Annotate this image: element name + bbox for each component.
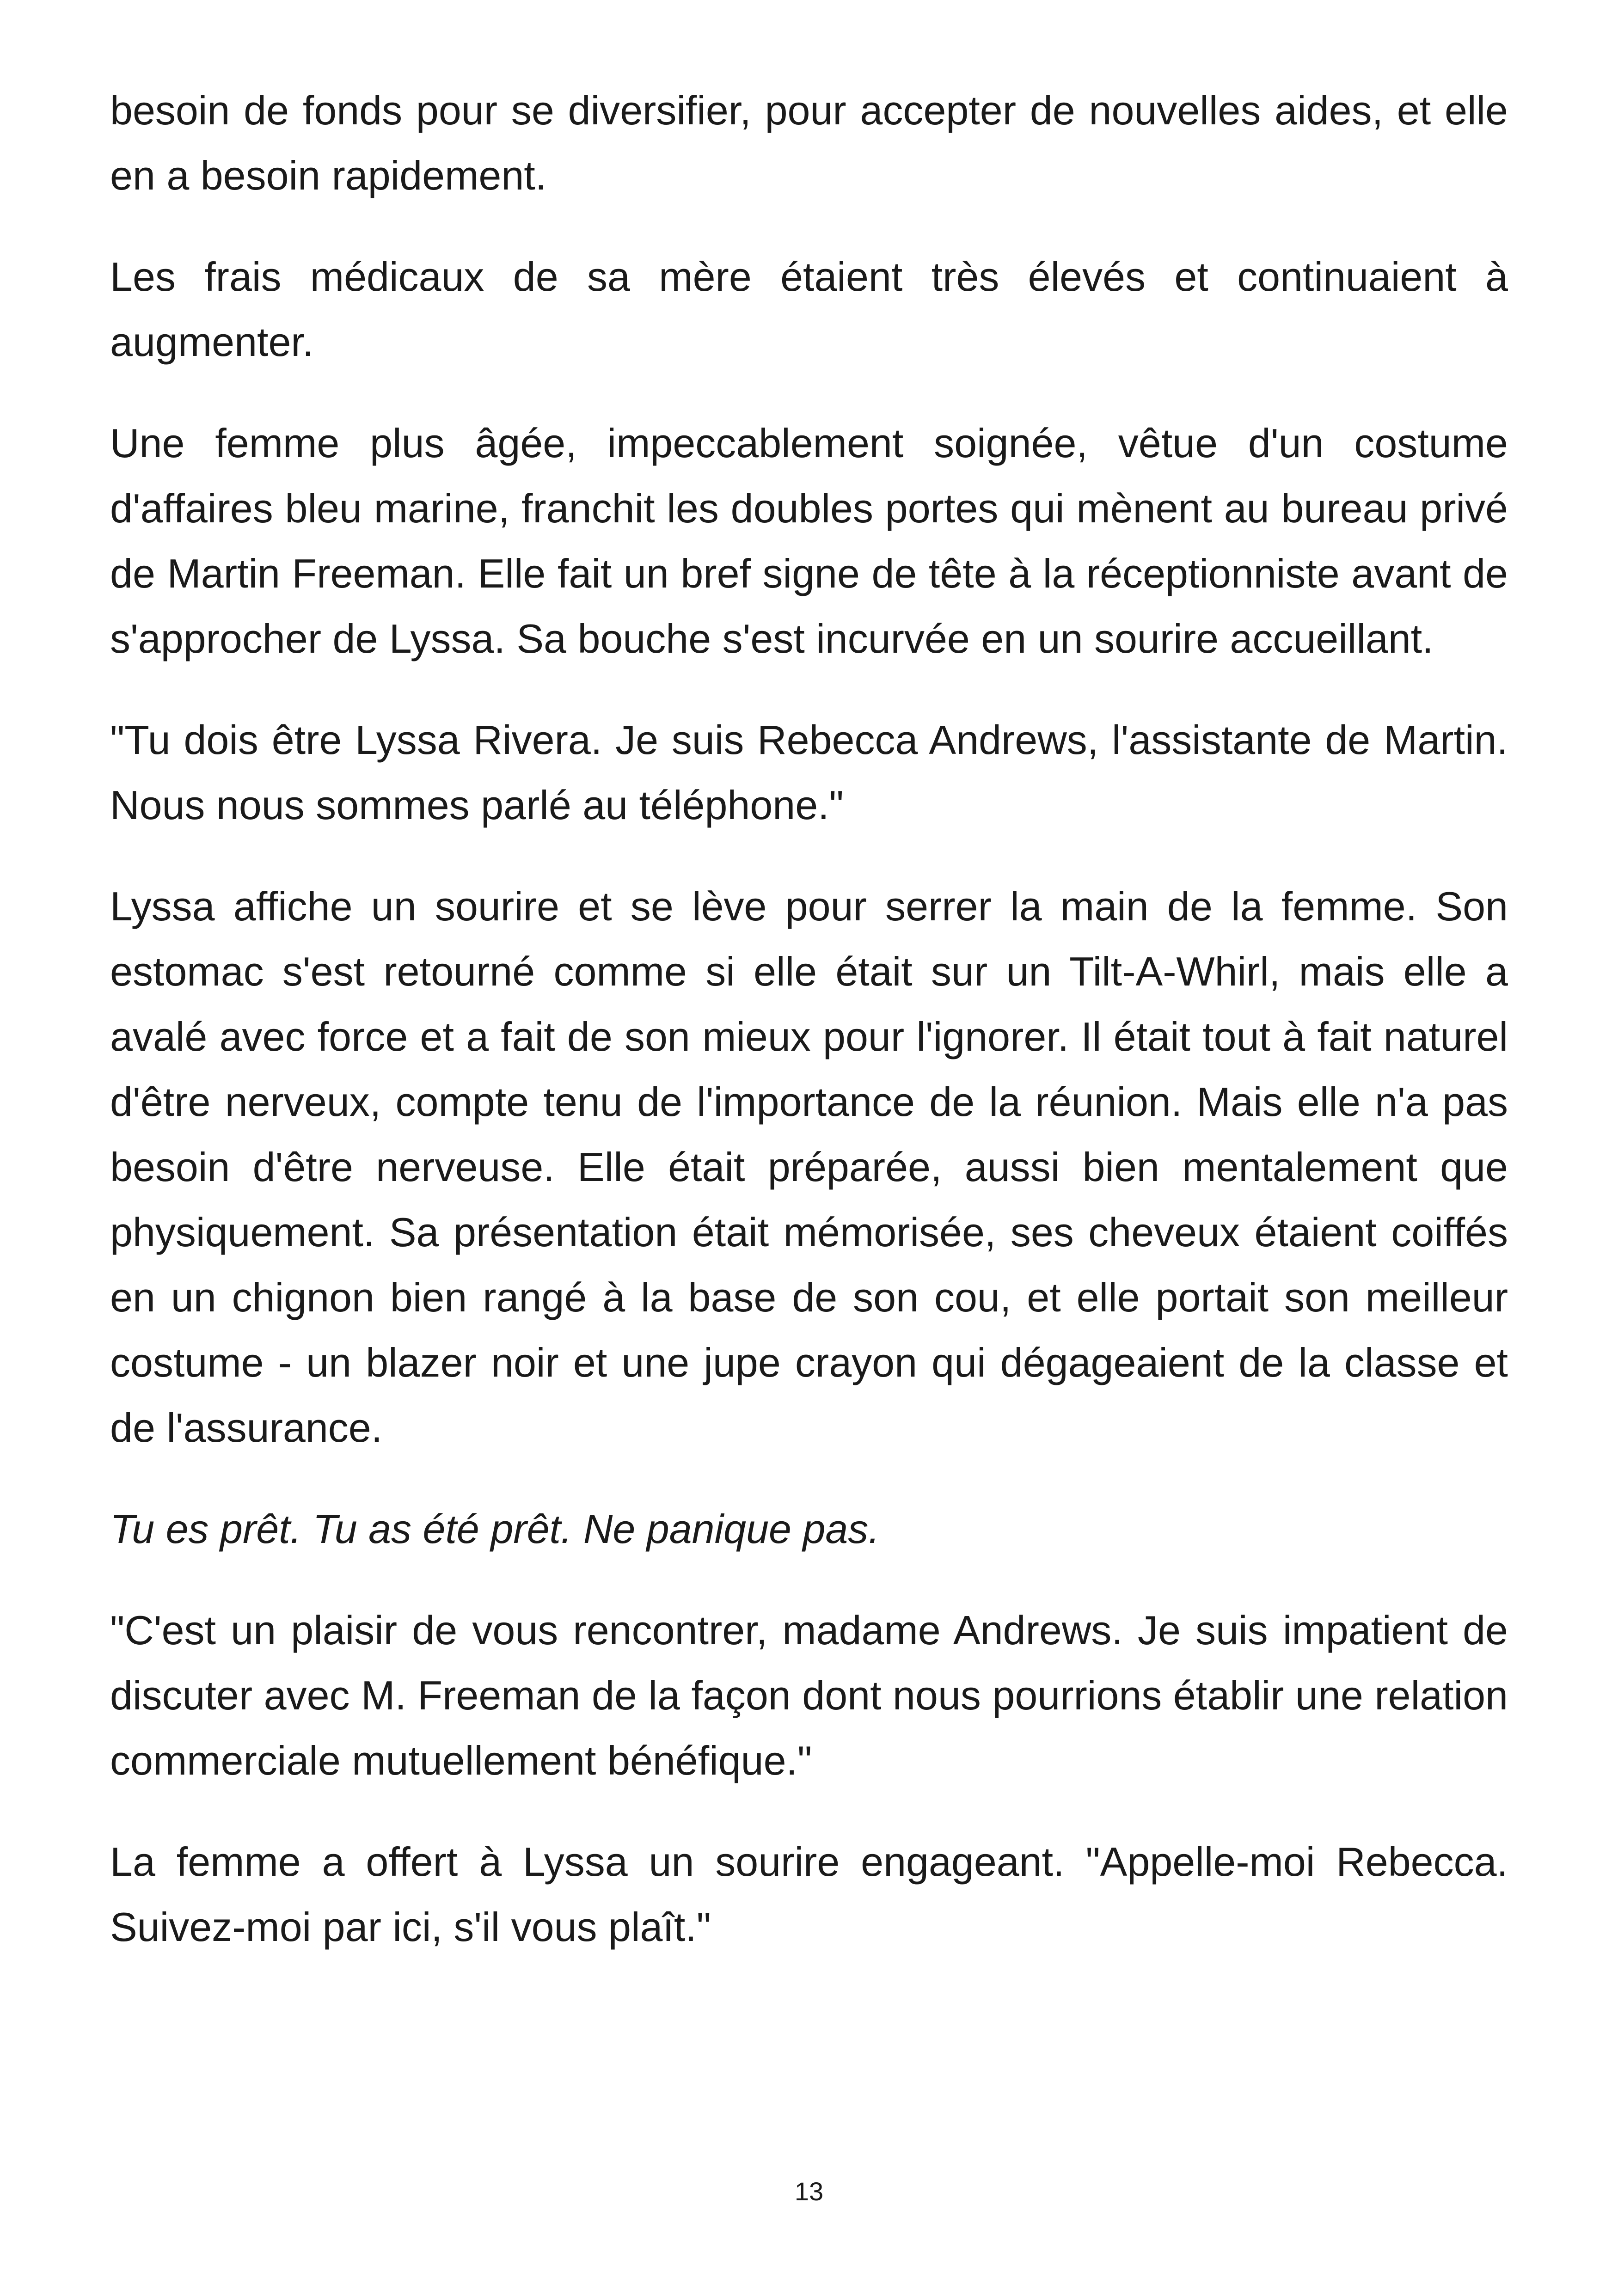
paragraph-2: Les frais médicaux de sa mère étaient très élevés et continuaient à augmenter. <box>110 254 1508 365</box>
paragraph-7: "C'est un plaisir de vous rencontrer, madame Andrews. Je suis impatient de discuter avec M. Freeman de la façon dont nous pourrions établir une relation commerciale mutuellement bénéfique." <box>110 1607 1508 1783</box>
page-number: 13 <box>794 2177 824 2206</box>
body-text <box>110 78 1508 1996</box>
paragraph-3: Une femme plus âgée, impeccablement soignée, vêtue d'un costume d'affaires bleu marine, franchit les doubles portes qui mènent au bureau privé de Martin Freeman. Elle fait un bref signe de tête à la réceptionniste avant de s'approcher de Lyssa. Sa bouche s'est incurvée en un sourire accueillant. <box>110 420 1508 661</box>
paragraph-8: La femme a offert à Lyssa un sourire engageant. "Appelle-moi Rebecca. Suivez-moi par ici, s'il vous plaît." <box>110 1839 1508 1950</box>
paragraph-4: "Tu dois être Lyssa Rivera. Je suis Rebecca Andrews, l'assistante de Martin. Nous nous sommes parlé au téléphone." <box>110 717 1508 828</box>
paragraph-5: Lyssa affiche un sourire et se lève pour serrer la main de la femme. Son estomac s'est retourné comme si elle était sur un Tilt-A-Whirl, mais elle a avalé avec force et a fait de son mieux pour l'ignorer. Il était tout à fait naturel d'être nerveux, compte tenu de l'importance de la réunion. Mais elle n'a pas besoin d'être nerveuse. Elle était préparée, aussi bien mentalement que physiquement. Sa présentation était mémorisée, ses cheveux étaient coiffés en un chignon bien rangé à la base de son cou, et elle portait son meilleur costume - un blazer noir et une jupe crayon qui dégageaient de la classe et de l'assurance. <box>110 883 1508 1451</box>
paragraph-1: besoin de fonds pour se diversifier, pour accepter de nouvelles aides, et elle en a besoin rapidement. <box>110 87 1508 198</box>
paragraph-6-italic-thought: Tu es prêt. Tu as été prêt. Ne panique pas. <box>110 1506 880 1552</box>
